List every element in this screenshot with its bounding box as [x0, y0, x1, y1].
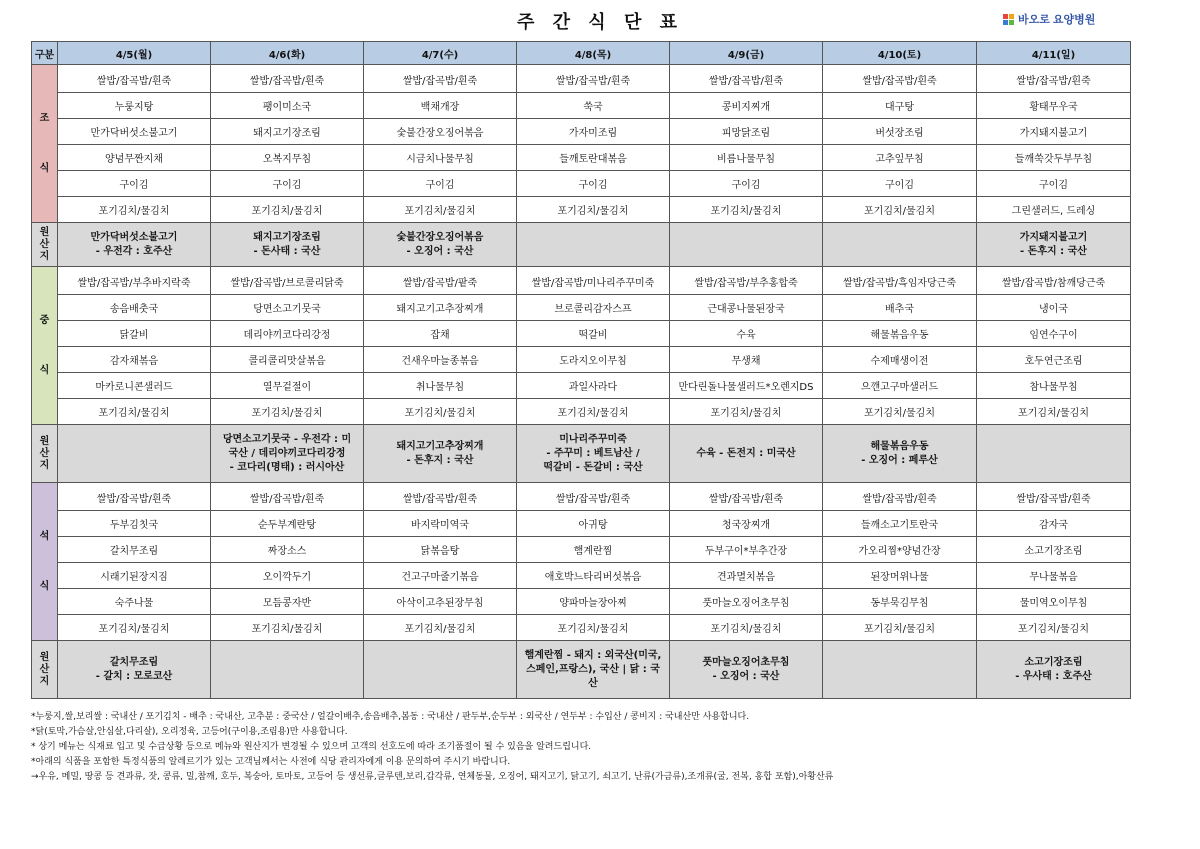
origin-label-char: 원	[39, 435, 50, 447]
menu-item: 갈치무조림	[58, 537, 211, 563]
origin-line: 돼지고기고추장찌개	[396, 440, 484, 452]
menu-row	[32, 563, 1131, 589]
menu-item: 양념무짠지채	[58, 145, 211, 171]
origin-cell	[977, 223, 1131, 267]
menu-item: 포기김치/물김치	[517, 399, 670, 425]
origin-cell	[977, 641, 1131, 699]
origin-label-char: 산	[39, 238, 50, 250]
origin-cell	[823, 425, 977, 483]
menu-item: 포기김치/물김치	[823, 615, 977, 641]
menu-item: 비름나물무침	[670, 145, 823, 171]
menu-item: 무생채	[670, 347, 823, 373]
origin-line: 만가닥버섯소불고기	[90, 231, 178, 243]
menu-item: 들깨소고기토란국	[823, 511, 977, 537]
menu-item: 수육	[670, 321, 823, 347]
origin-line: 수육 - 돈전지 : 미국산	[696, 447, 796, 459]
menu-row	[32, 65, 1131, 93]
origin-label-char: 원	[39, 226, 50, 238]
origin-label-char: 지	[39, 459, 50, 471]
note-line: →우유, 메밀, 땅콩 등 견과류, 잣, 콩류, 밀,참깨, 호두, 복숭아, 토마토, 고등어 등 생선류,글루텐,보리,갑각류, 연체동물, 오징어, 돼지고기, 닭고기, 쇠고기, 난류(가금류),조개류(굴, 전복, 홍합 포함),아황산류	[31, 772, 834, 782]
origin-label-char: 산	[39, 663, 50, 675]
menu-item: 쌀밥/잡곡밥/흰죽	[670, 65, 823, 93]
day-header: 4/7(수)	[364, 42, 517, 65]
menu-item: 쑥국	[517, 93, 670, 119]
menu-item: 풋마늘오징어초무침	[670, 589, 823, 615]
origin-cell	[58, 641, 211, 699]
origin-label-char: 산	[39, 447, 50, 459]
menu-item: 쌀밥/잡곡밥/흰죽	[364, 483, 517, 511]
menu-item: 근대콩나물된장국	[670, 295, 823, 321]
origin-line: 풋마늘오징어초무침	[702, 656, 790, 668]
menu-item: 포기김치/물김치	[977, 615, 1131, 641]
menu-item: 참나물무침	[977, 373, 1131, 399]
menu-item: 짜장소스	[211, 537, 364, 563]
menu-item: 쌀밥/잡곡밥/흰죽	[823, 65, 977, 93]
menu-item: 쌀밥/잡곡밥/흰죽	[58, 65, 211, 93]
origin-line: - 갈치 : 모로코산	[95, 670, 173, 682]
menu-item: 애호박느타리버섯볶음	[517, 563, 670, 589]
menu-item: 구이김	[364, 171, 517, 197]
origin-label	[32, 641, 58, 699]
weekly-menu-table	[31, 41, 1131, 699]
menu-row	[32, 537, 1131, 563]
menu-item: 돼지고기고추장찌개	[364, 295, 517, 321]
menu-item: 포기김치/물김치	[517, 615, 670, 641]
menu-item: 견과멸치볶음	[670, 563, 823, 589]
menu-item: 떡갈비	[517, 321, 670, 347]
menu-item: 쌀밥/잡곡밥/부추바지락죽	[58, 267, 211, 295]
menu-item: 건새우마늘종볶음	[364, 347, 517, 373]
origin-cell	[977, 425, 1131, 483]
menu-item: 황태무우국	[977, 93, 1131, 119]
menu-item: 마카로니콘샐러드	[58, 373, 211, 399]
menu-row	[32, 267, 1131, 295]
menu-item: 호두연근조림	[977, 347, 1131, 373]
menu-item: 아삭이고추된장무침	[364, 589, 517, 615]
menu-item: 쌀밥/잡곡밥/흰죽	[364, 65, 517, 93]
menu-item: 잡채	[364, 321, 517, 347]
menu-item: 포기김치/물김치	[364, 399, 517, 425]
menu-item: 양파마늘장아찌	[517, 589, 670, 615]
menu-item: 쌀밥/잡곡밥/흰죽	[211, 483, 364, 511]
menu-item: 구이김	[517, 171, 670, 197]
origin-label	[32, 425, 58, 483]
origin-line: 갈치무조림	[109, 656, 159, 668]
menu-item: 쌀밥/잡곡밥/팥죽	[364, 267, 517, 295]
menu-item: 만가닥버섯소불고기	[58, 119, 211, 145]
menu-item: 취나물무침	[364, 373, 517, 399]
day-header: 4/10(토)	[823, 42, 977, 65]
menu-item: 송음배춧국	[58, 295, 211, 321]
origin-line: 소고기장조림	[1024, 656, 1083, 668]
menu-item: 구이김	[977, 171, 1131, 197]
origin-line: - 돈사태 : 국산	[253, 245, 321, 257]
menu-item: 두부구이*부추간장	[670, 537, 823, 563]
menu-item: 청국장찌개	[670, 511, 823, 537]
menu-item: 포기김치/물김치	[58, 615, 211, 641]
origin-line: - 주꾸미 : 베트남산 /	[546, 447, 640, 459]
origin-line: 돼지고기장조림	[253, 231, 321, 243]
menu-item: 햄계란찜	[517, 537, 670, 563]
menu-item: 쌀밥/잡곡밥/흑임자당근죽	[823, 267, 977, 295]
note-line: *아래의 식품을 포함한 특정식품의 알레르기가 있는 고객님께서는 사전에 식당 관리자에게 이용 문의하여 주시기 바랍니다.	[31, 757, 511, 767]
menu-item: 배추국	[823, 295, 977, 321]
menu-item: 쌀밥/잡곡밥/흰죽	[977, 483, 1131, 511]
menu-item: 오이깍두기	[211, 563, 364, 589]
menu-item: 포기김치/물김치	[364, 615, 517, 641]
menu-row	[32, 615, 1131, 641]
origin-line: - 오징어 : 페루산	[861, 454, 938, 466]
menu-item: 피망닭조림	[670, 119, 823, 145]
note-line: *닭(토막,가슴살,안심살,다리살), 오리정육, 고등어(구이용,조림용)만 사용합니다.	[31, 727, 348, 737]
menu-item: 쌀밥/잡곡밥/흰죽	[517, 483, 670, 511]
meal-label	[32, 483, 58, 641]
menu-item: 만다린돌나물샐러드*오렌지DS	[670, 373, 823, 399]
menu-item: 감자국	[977, 511, 1131, 537]
menu-item: 두부김칫국	[58, 511, 211, 537]
origin-cell	[211, 641, 364, 699]
origin-cell	[823, 223, 977, 267]
origin-label-char: 원	[39, 651, 50, 663]
day-header: 4/11(일)	[977, 42, 1131, 65]
menu-item: 쌀밥/잡곡밥/흰죽	[977, 65, 1131, 93]
menu-item: 구이김	[823, 171, 977, 197]
menu-item: 포기김치/물김치	[58, 399, 211, 425]
menu-item: 포기김치/물김치	[977, 399, 1131, 425]
menu-item: 으깬고구마샐러드	[823, 373, 977, 399]
notes	[31, 710, 833, 785]
menu-item: 콩비지찌개	[670, 93, 823, 119]
menu-row	[32, 373, 1131, 399]
menu-item: 쌀밥/잡곡밥/흰죽	[211, 65, 364, 93]
menu-item: 포기김치/물김치	[670, 615, 823, 641]
menu-row	[32, 347, 1131, 373]
menu-item: 쌀밥/잡곡밥/흰죽	[670, 483, 823, 511]
origin-cell	[670, 641, 823, 699]
origin-line: 산	[588, 677, 598, 689]
meal-label-char: 식	[39, 162, 50, 174]
menu-item: 포기김치/물김치	[670, 197, 823, 223]
day-header: 4/6(화)	[211, 42, 364, 65]
menu-row	[32, 511, 1131, 537]
menu-item: 냉이국	[977, 295, 1131, 321]
menu-item: 그린샐러드, 드레싱	[977, 197, 1131, 223]
menu-item: 오복지무침	[211, 145, 364, 171]
menu-item: 시래기된장지짐	[58, 563, 211, 589]
menu-item: 버섯장조림	[823, 119, 977, 145]
menu-item: 구이김	[670, 171, 823, 197]
meal-label	[32, 267, 58, 425]
meal-label-char: 석	[39, 530, 50, 542]
page-title: 주 간 식 단 표	[516, 12, 683, 33]
menu-item: 소고기장조림	[977, 537, 1131, 563]
note-line: *누룽지,쌀,보리쌀 : 국내산 / 포기김치 - 배추 : 국내산, 고추분 : 중국산 / 얼갈이배추,송음배추,봄동 : 국내산 / 판두부,순두부 : 외국산 / 연두부 : 수입산 / 콩비지 : 국내산만 사용합니다.	[31, 712, 750, 722]
origin-cell	[364, 223, 517, 267]
menu-item: 임연수구이	[977, 321, 1131, 347]
meal-label	[32, 65, 58, 223]
menu-item: 가지돼지불고기	[977, 119, 1131, 145]
menu-item: 열무겉절이	[211, 373, 364, 399]
menu-item: 무나물볶음	[977, 563, 1131, 589]
origin-line: 국산 / 데리야끼코다리강정	[228, 447, 346, 459]
origin-cell	[58, 223, 211, 267]
menu-item: 포기김치/물김치	[211, 615, 364, 641]
menu-item: 포기김치/물김치	[670, 399, 823, 425]
origin-line: - 오징어 : 국산	[712, 670, 780, 682]
menu-item: 대구탕	[823, 93, 977, 119]
menu-item: 도라지오이무침	[517, 347, 670, 373]
menu-item: 쌀밥/잡곡밥/흰죽	[823, 483, 977, 511]
origin-line: - 오징어 : 국산	[406, 245, 474, 257]
menu-item: 쌀밥/잡곡밥/참깨당근죽	[977, 267, 1131, 295]
menu-item: 고추잎무침	[823, 145, 977, 171]
origin-line: 해물볶음우동	[870, 440, 929, 452]
menu-item: 건고구마줄기볶음	[364, 563, 517, 589]
origin-line: - 돈후지 : 국산	[1020, 245, 1087, 257]
origin-cell	[823, 641, 977, 699]
hospital-logo	[1003, 11, 1095, 27]
menu-item: 쌀밥/잡곡밥/흰죽	[517, 65, 670, 93]
category-header: 구분	[32, 42, 58, 65]
day-header: 4/5(월)	[58, 42, 211, 65]
menu-item: 백채개장	[364, 93, 517, 119]
logo-mark-icon	[1003, 14, 1015, 25]
menu-row	[32, 295, 1131, 321]
header-row	[32, 42, 1131, 65]
menu-row	[32, 483, 1131, 511]
origin-line: - 코다리(명태) : 러시아산	[229, 461, 345, 473]
menu-item: 포기김치/물김치	[517, 197, 670, 223]
origin-row	[32, 641, 1131, 699]
origin-line: 가지돼지불고기	[1019, 231, 1088, 243]
day-header: 4/8(목)	[517, 42, 670, 65]
menu-item: 포기김치/물김치	[364, 197, 517, 223]
menu-item: 가자미조림	[517, 119, 670, 145]
menu-item: 아귀탕	[517, 511, 670, 537]
origin-cell	[58, 425, 211, 483]
menu-row	[32, 197, 1131, 223]
menu-item: 닭갈비	[58, 321, 211, 347]
origin-cell	[670, 425, 823, 483]
menu-item: 들깨토란대볶음	[517, 145, 670, 171]
origin-line: 숯불간장오징어볶음	[396, 231, 484, 243]
menu-item: 동부묵김무침	[823, 589, 977, 615]
meal-label-char: 식	[39, 364, 50, 376]
menu-item: 숯불간장오징어볶음	[364, 119, 517, 145]
menu-item: 돼지고기장조림	[211, 119, 364, 145]
menu-item: 구이김	[58, 171, 211, 197]
logo-name: 요양병원	[1052, 13, 1096, 26]
origin-cell	[364, 641, 517, 699]
menu-row	[32, 145, 1131, 171]
origin-cell	[364, 425, 517, 483]
menu-item: 포기김치/물김치	[58, 197, 211, 223]
menu-item: 물미역오이무침	[977, 589, 1131, 615]
menu-item: 쌀밥/잡곡밥/흰죽	[58, 483, 211, 511]
menu-item: 감자채볶음	[58, 347, 211, 373]
menu-item: 당면소고기뭇국	[211, 295, 364, 321]
origin-cell	[211, 425, 364, 483]
menu-item: 들깨쑥갓두부무침	[977, 145, 1131, 171]
menu-item: 수제매생이전	[823, 347, 977, 373]
origin-cell	[517, 425, 670, 483]
origin-row	[32, 223, 1131, 267]
origin-line: 미나리주꾸미죽	[559, 433, 627, 445]
menu-item: 가오리찜*양념간장	[823, 537, 977, 563]
origin-line: 당면소고기뭇국 - 우전각 : 미	[222, 433, 352, 445]
origin-cell	[517, 223, 670, 267]
menu-item: 순두부계란탕	[211, 511, 364, 537]
menu-item: 시금치나물무침	[364, 145, 517, 171]
note-line: * 상기 메뉴는 식재료 입고 및 수급상황 등으로 메뉴와 원산지가 변경될 수 있으며 고객의 선호도에 따라 조기품절이 될 수 있음을 알려드립니다.	[31, 742, 592, 752]
menu-row	[32, 171, 1131, 197]
menu-item: 쌀밥/잡곡밥/부추홍합죽	[670, 267, 823, 295]
origin-label	[32, 223, 58, 267]
menu-item: 과일사라다	[517, 373, 670, 399]
origin-line: 햄계란찜 - 돼지 : 외국산(미국,	[524, 649, 662, 661]
menu-item: 포기김치/물김치	[823, 399, 977, 425]
origin-line: 떡갈비 - 돈갈비 : 국산	[543, 461, 643, 473]
origin-row	[32, 425, 1131, 483]
origin-line: 스페인,프랑스), 국산 | 닭 : 국	[526, 663, 660, 675]
menu-item: 포기김치/물김치	[211, 399, 364, 425]
menu-item: 바지락미역국	[364, 511, 517, 537]
menu-item: 모듬콩자반	[211, 589, 364, 615]
menu-item: 된장머위나물	[823, 563, 977, 589]
menu-item: 포기김치/물김치	[211, 197, 364, 223]
menu-item: 팽이미소국	[211, 93, 364, 119]
menu-item: 누룽지탕	[58, 93, 211, 119]
menu-row	[32, 93, 1131, 119]
menu-row	[32, 589, 1131, 615]
menu-row	[32, 399, 1131, 425]
meal-label-char: 중	[39, 314, 50, 326]
menu-item: 브로콜리감자스프	[517, 295, 670, 321]
menu-item: 숙주나물	[58, 589, 211, 615]
menu-item: 포기김치/물김치	[823, 197, 977, 223]
menu-row	[32, 321, 1131, 347]
menu-row	[32, 119, 1131, 145]
menu-item: 데리야끼코다리강정	[211, 321, 364, 347]
origin-label-char: 지	[39, 250, 50, 262]
origin-line: - 우전각 : 호주산	[95, 245, 173, 257]
origin-line: - 돈후지 : 국산	[406, 454, 474, 466]
meal-label-char: 식	[39, 580, 50, 592]
logo-brand: 바오로	[1018, 13, 1050, 26]
menu-item: 콜리콜리맛살볶음	[211, 347, 364, 373]
menu-item: 구이김	[211, 171, 364, 197]
menu-item: 닭볶음탕	[364, 537, 517, 563]
day-header: 4/9(금)	[670, 42, 823, 65]
menu-item: 해물볶음우동	[823, 321, 977, 347]
meal-label-char: 조	[39, 112, 50, 124]
menu-item: 쌀밥/잡곡밥/미나리주꾸미죽	[517, 267, 670, 295]
origin-cell	[517, 641, 670, 699]
origin-cell	[211, 223, 364, 267]
menu-item: 쌀밥/잡곡밥/브로콜리닭죽	[211, 267, 364, 295]
origin-label-char: 지	[39, 675, 50, 687]
origin-cell	[670, 223, 823, 267]
origin-line: - 우사태 : 호주산	[1015, 670, 1092, 682]
